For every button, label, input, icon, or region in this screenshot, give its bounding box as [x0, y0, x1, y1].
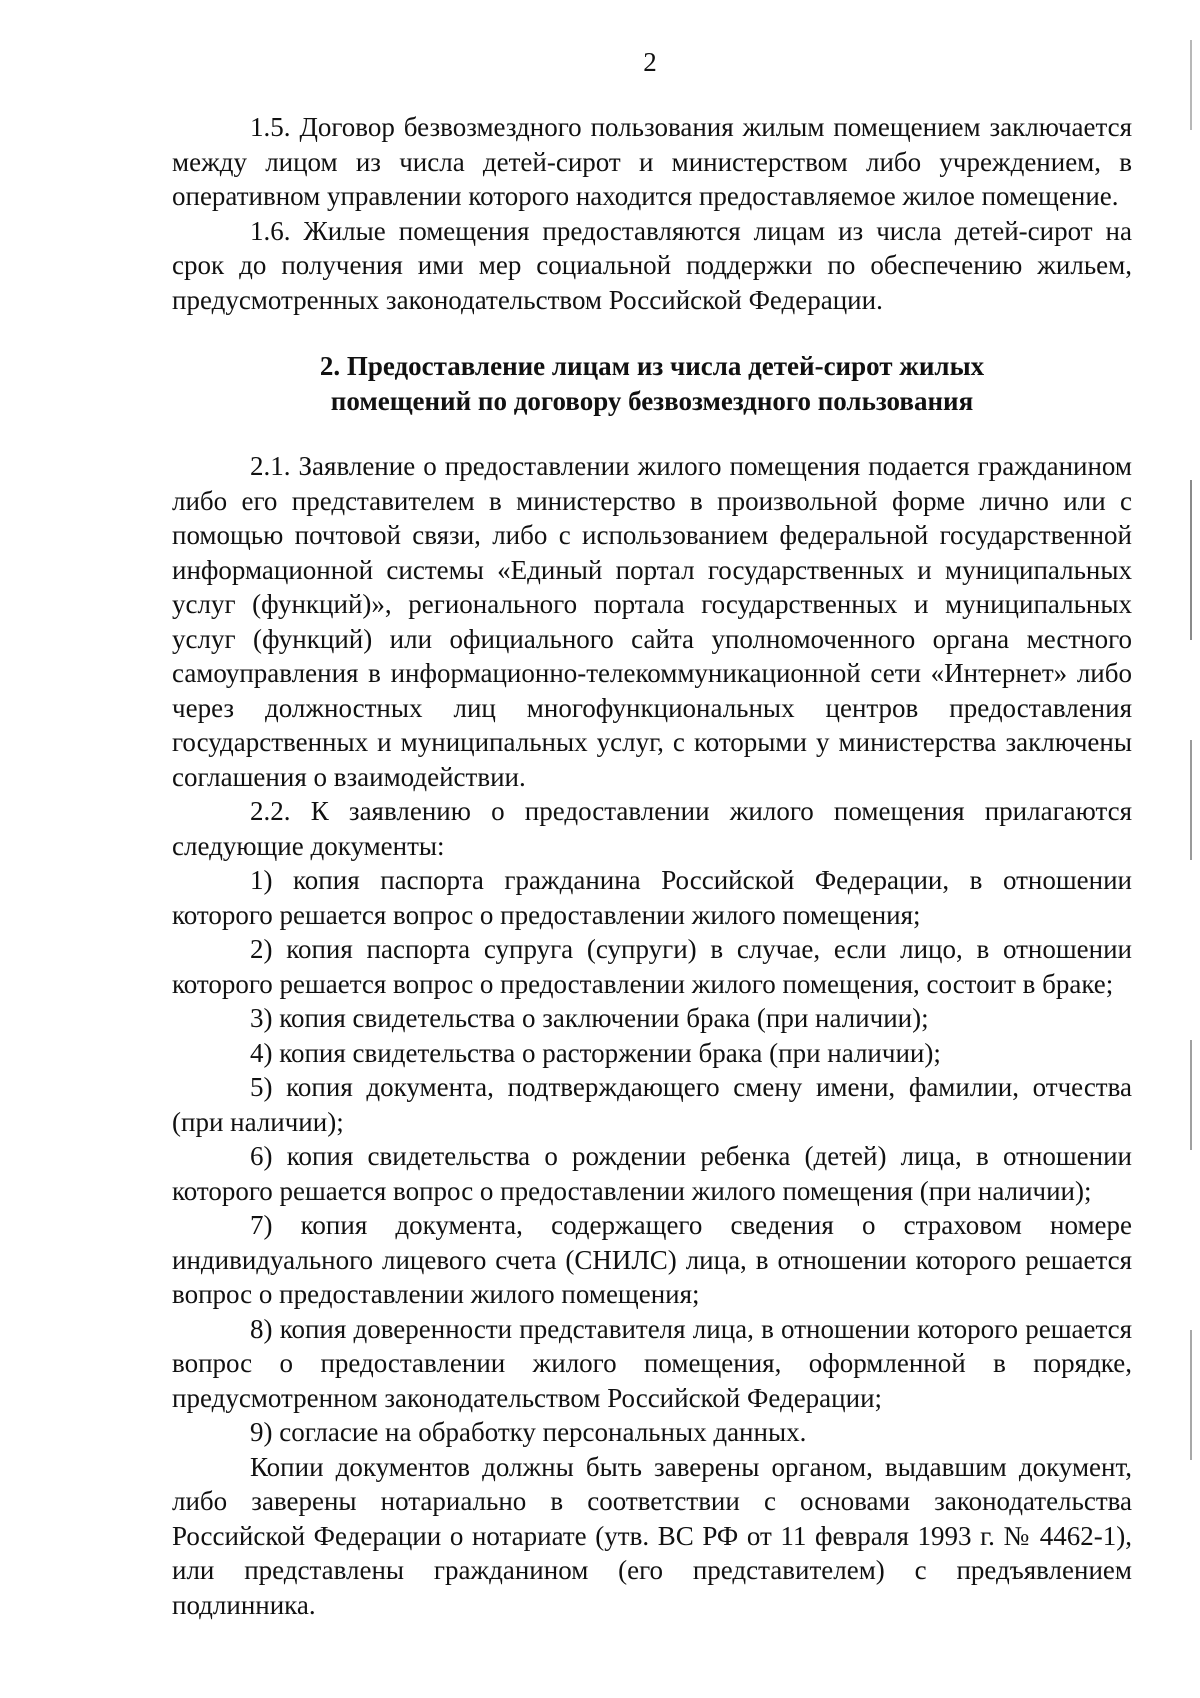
paragraph-2-2: 2.2. К заявлению о предоставлении жилого помещения прилагаются следующие документы: [172, 796, 1132, 861]
document-body [172, 110, 1132, 1622]
list-item-8: 8) копия доверенности представителя лица, в отношении которого решается вопрос о предоставлении жилого помещения, оформленной в порядке, предусмотренном законодательством Российской Федерации; [172, 1313, 1132, 1413]
scan-edge-mark [1190, 740, 1192, 860]
list-item-2: 2) копия паспорта супруга (супруги) в случае, если лицо, в отношении которого решается вопрос о предоставлении жилого помещения, состоит в браке; [172, 934, 1132, 999]
copies-note: Копии документов должны быть заверены органом, выдавшим документ, либо заверены нотариально в соответствии с основами законодательства Российской Федерации о нотариате (утв. ВС РФ от 11 февраля 1993 г. № 4462-1), или представлены гражданином (его представителем) с предъявлением подлинника. [172, 1451, 1132, 1620]
list-item-9: 9) согласие на обработку персональных данных. [250, 1417, 807, 1447]
scan-edge-mark [1190, 40, 1192, 130]
scan-edge-mark [1190, 480, 1192, 640]
list-item-3: 3) копия свидетельства о заключении брака (при наличии); [250, 1003, 929, 1033]
paragraph-2-1: 2.1. Заявление о предоставлении жилого помещения подается гражданином либо его представителем в министерство в произвольной форме лично или с помощью почтовой связи, либо с использованием федеральной государственной информационной системы «Единый портал государственных и муниципальных услуг (функций)», регионального портала государственных и муниципальных услуг (функций) или официального сайта уполномоченного органа местного самоуправления в информационно-телекоммуникационной сети «Интернет» либо через должностных лиц многофункциональных центров предоставления государственных и муниципальных услуг, с которыми у министерства заключены соглашения о взаимодействии. [172, 451, 1132, 792]
section-2-heading [172, 349, 1132, 418]
list-item-4: 4) копия свидетельства о расторжении брака (при наличии); [250, 1037, 941, 1068]
paragraph-1-6: 1.6. Жилые помещения предоставляются лицам из числа детей-сирот на срок до получения ими мер социальной поддержки по обеспечению жильем, предусмотренных законодательством Российской Федерации. [172, 215, 1132, 315]
scan-edge-mark [1190, 1040, 1192, 1150]
list-item-6: 6) копия свидетельства о рождении ребенка (детей) лица, в отношении которого решается вопрос о предоставлении жилого помещения (при наличии); [172, 1141, 1132, 1206]
section-2-title-line-1: 2. Предоставление лицам из числа детей-сирот жилых [319, 351, 985, 381]
scan-edge-mark [1190, 1330, 1192, 1460]
section-2-title-line-2: помещений по договору безвозмездного пользования [330, 385, 974, 416]
list-item-5: 5) копия документа, подтверждающего смену имени, фамилии, отчества (при наличии); [172, 1072, 1132, 1137]
list-item-7: 7) копия документа, содержащего сведения о страховом номере индивидуального лицевого счета (СНИЛС) лица, в отношении которого решается вопрос о предоставлении жилого помещения; [172, 1210, 1132, 1309]
paragraph-1-5: 1.5. Договор безвозмездного пользования жилым помещением заключается между лицом из числа детей-сирот и министерством либо учреждением, в оперативном управлении которого находится предоставляемое жилое помещение. [172, 112, 1132, 211]
page-number: 2 [643, 47, 657, 77]
list-item-1: 1) копия паспорта гражданина Российской Федерации, в отношении которого решается вопрос о предоставлении жилого помещения; [172, 865, 1132, 930]
